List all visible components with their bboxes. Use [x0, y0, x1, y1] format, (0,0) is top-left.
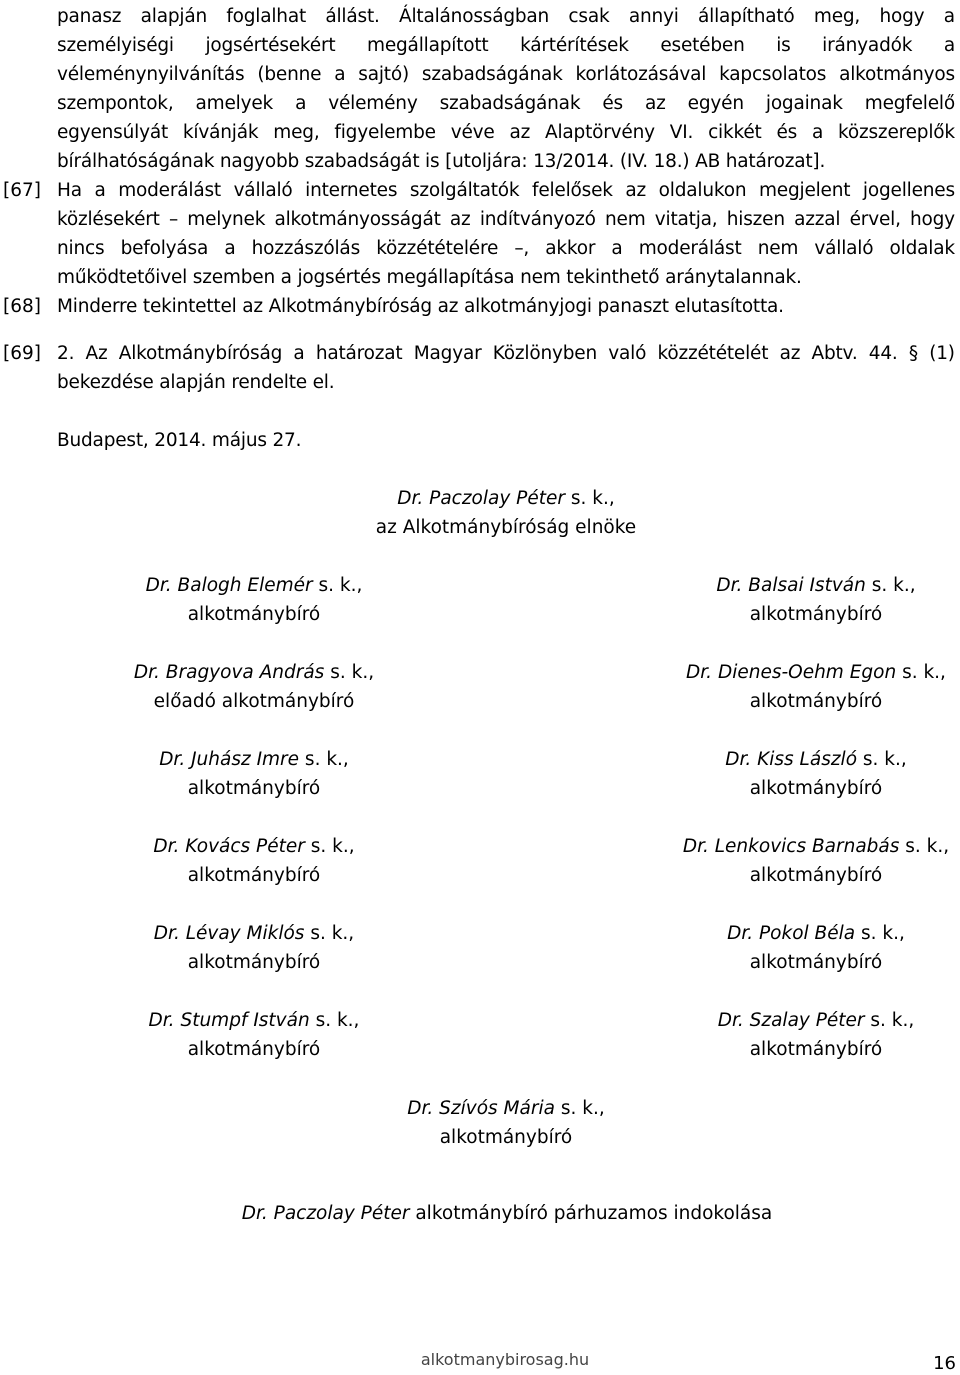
- p69-line: 2. Az Alkotmánybíróság a határozat Magyar Közlönyben való közzétételét az Abtv. 44. § (1): [57, 343, 955, 364]
- signatory-role: előadó alkotmánybíró: [153, 691, 355, 712]
- signatory-role: alkotmánybíró: [187, 865, 321, 886]
- signatory-block: [54, 745, 454, 803]
- paragraph-number-69: [69]: [3, 343, 41, 364]
- signatory-bottom: [306, 1094, 706, 1152]
- signatory-suffix: s. k.,: [304, 836, 355, 857]
- p67-line: működtetőivel szemben a jogsértés megállapítása nem tekinthető aránytalannak.: [57, 267, 802, 288]
- p67-line: közlésekért – melynek alkotmányosságát az indítványozó nem vitatja, hiszen azzal érvel, hogy: [57, 209, 955, 230]
- signatory-role: alkotmánybíró: [187, 952, 321, 973]
- signatory-block: [616, 658, 960, 716]
- president-suffix: s. k.,: [564, 488, 615, 509]
- intro-line: bírálhatóságának nagyobb szabadságát is [utoljára: 13/2014. (IV. 18.) AB határozat].: [57, 151, 826, 172]
- paragraph-number-68: [68]: [3, 296, 41, 317]
- p67-line: Ha a moderálást vállaló internetes szolgáltatók felelősek az oldalukon megjelent jogellenes: [57, 180, 955, 201]
- footer-page-number: 16: [933, 1353, 956, 1374]
- signatory-block: [54, 571, 454, 629]
- signatory-suffix: s. k.,: [309, 1010, 360, 1031]
- signatory-name: Dr. Szívós Mária: [407, 1098, 555, 1119]
- parallel-reasoning-name: Dr. Paczolay Péter: [241, 1203, 410, 1224]
- signatory-suffix: s. k.,: [899, 836, 950, 857]
- intro-line: személyiségi jogsértésekért megállapított kártérítések esetében is irányadók a: [57, 35, 955, 56]
- signatory-name: Dr. Szalay Péter: [717, 1010, 865, 1031]
- parallel-reasoning-heading: [157, 1199, 857, 1228]
- parallel-reasoning-rest: alkotmánybíró párhuzamos indokolása: [409, 1203, 773, 1224]
- signatory-name: Dr. Juhász Imre: [159, 749, 300, 770]
- signatory-suffix: s. k.,: [857, 749, 907, 770]
- signatory-suffix: s. k.,: [324, 662, 375, 683]
- signatory-block: [616, 745, 960, 803]
- signatory-suffix: s. k.,: [304, 923, 355, 944]
- footer-site-url: alkotmanybirosag.hu: [420, 1350, 590, 1369]
- signatory-name: Dr. Lenkovics Barnabás: [682, 836, 900, 857]
- signatory-block: [54, 1006, 454, 1064]
- paragraph-69: [57, 339, 955, 397]
- signatory-role: alkotmánybíró: [749, 1039, 883, 1060]
- signatory-role: alkotmánybíró: [749, 778, 883, 799]
- signatory-block: [616, 832, 960, 890]
- signatory-name: Dr. Lévay Miklós: [153, 923, 305, 944]
- signatory-suffix: s. k.,: [299, 749, 349, 770]
- intro-paragraph: [57, 2, 955, 176]
- p67-line: nincs befolyása a hozzászólás közzétételére –, akkor a moderálást nem vállaló oldalak: [57, 238, 955, 259]
- signatory-suffix: s. k.,: [554, 1098, 605, 1119]
- president-role: az Alkotmánybíróság elnöke: [375, 517, 637, 538]
- signatory-role: alkotmánybíró: [749, 865, 883, 886]
- signatory-role: alkotmánybíró: [749, 691, 883, 712]
- paragraph-67: [57, 176, 955, 292]
- signatory-name: Dr. Pokol Béla: [727, 923, 856, 944]
- signatory-block: [616, 571, 960, 629]
- signatory-block: [54, 919, 454, 977]
- signatory-block: [54, 658, 454, 716]
- paragraph-number-67: [67]: [3, 180, 41, 201]
- signatory-name: Dr. Kiss László: [725, 749, 858, 770]
- intro-line: panasz alapján foglalhat állást. Általánosságban csak annyi állapítható meg, hogy a: [57, 6, 955, 27]
- signatory-name: Dr. Bragyova András: [133, 662, 325, 683]
- signatory-role: alkotmánybíró: [749, 952, 883, 973]
- signatory-block: [616, 1006, 960, 1064]
- intro-line: egyensúlyát kívánják meg, figyelembe véve az Alaptörvény VI. cikkét és a közszereplők: [57, 122, 955, 143]
- place-date: Budapest, 2014. május 27.: [57, 430, 302, 451]
- intro-line: szempontok, amelyek a vélemény szabadságának és az egyén jogainak megfelelő: [57, 93, 955, 114]
- signatory-role: alkotmánybíró: [187, 604, 321, 625]
- paragraph-68: [57, 292, 955, 321]
- intro-line: véleménynyilvánítás (benne a sajtó) szabadságának korlátozásával kapcsolatos alkotmányos: [57, 64, 955, 85]
- signatory-suffix: s. k.,: [312, 575, 363, 596]
- p68-text: Minderre tekintettel az Alkotmánybíróság az alkotmányjogi panaszt elutasította.: [57, 296, 784, 317]
- signatory-suffix: s. k.,: [865, 575, 916, 596]
- signatory-name: Dr. Stumpf István: [148, 1010, 310, 1031]
- signatory-name: Dr. Dienes-Oehm Egon: [686, 662, 897, 683]
- signatory-name: Dr. Kovács Péter: [153, 836, 305, 857]
- signatory-name: Dr. Balsai István: [716, 575, 866, 596]
- p69-line: bekezdése alapján rendelte el.: [57, 372, 335, 393]
- signatory-suffix: s. k.,: [855, 923, 905, 944]
- signatory-name: Dr. Balogh Elemér: [145, 575, 313, 596]
- signatory-role: alkotmánybíró: [749, 604, 883, 625]
- signatory-suffix: s. k.,: [864, 1010, 915, 1031]
- signatory-block: [54, 832, 454, 890]
- signatory-role: alkotmánybíró: [187, 1039, 321, 1060]
- signatory-block: [616, 919, 960, 977]
- signatory-suffix: s. k.,: [896, 662, 946, 683]
- president-name: Dr. Paczolay Péter: [397, 488, 565, 509]
- president-signature: [306, 484, 706, 542]
- signatory-role: alkotmánybíró: [187, 778, 321, 799]
- signatory-role: alkotmánybíró: [439, 1127, 573, 1148]
